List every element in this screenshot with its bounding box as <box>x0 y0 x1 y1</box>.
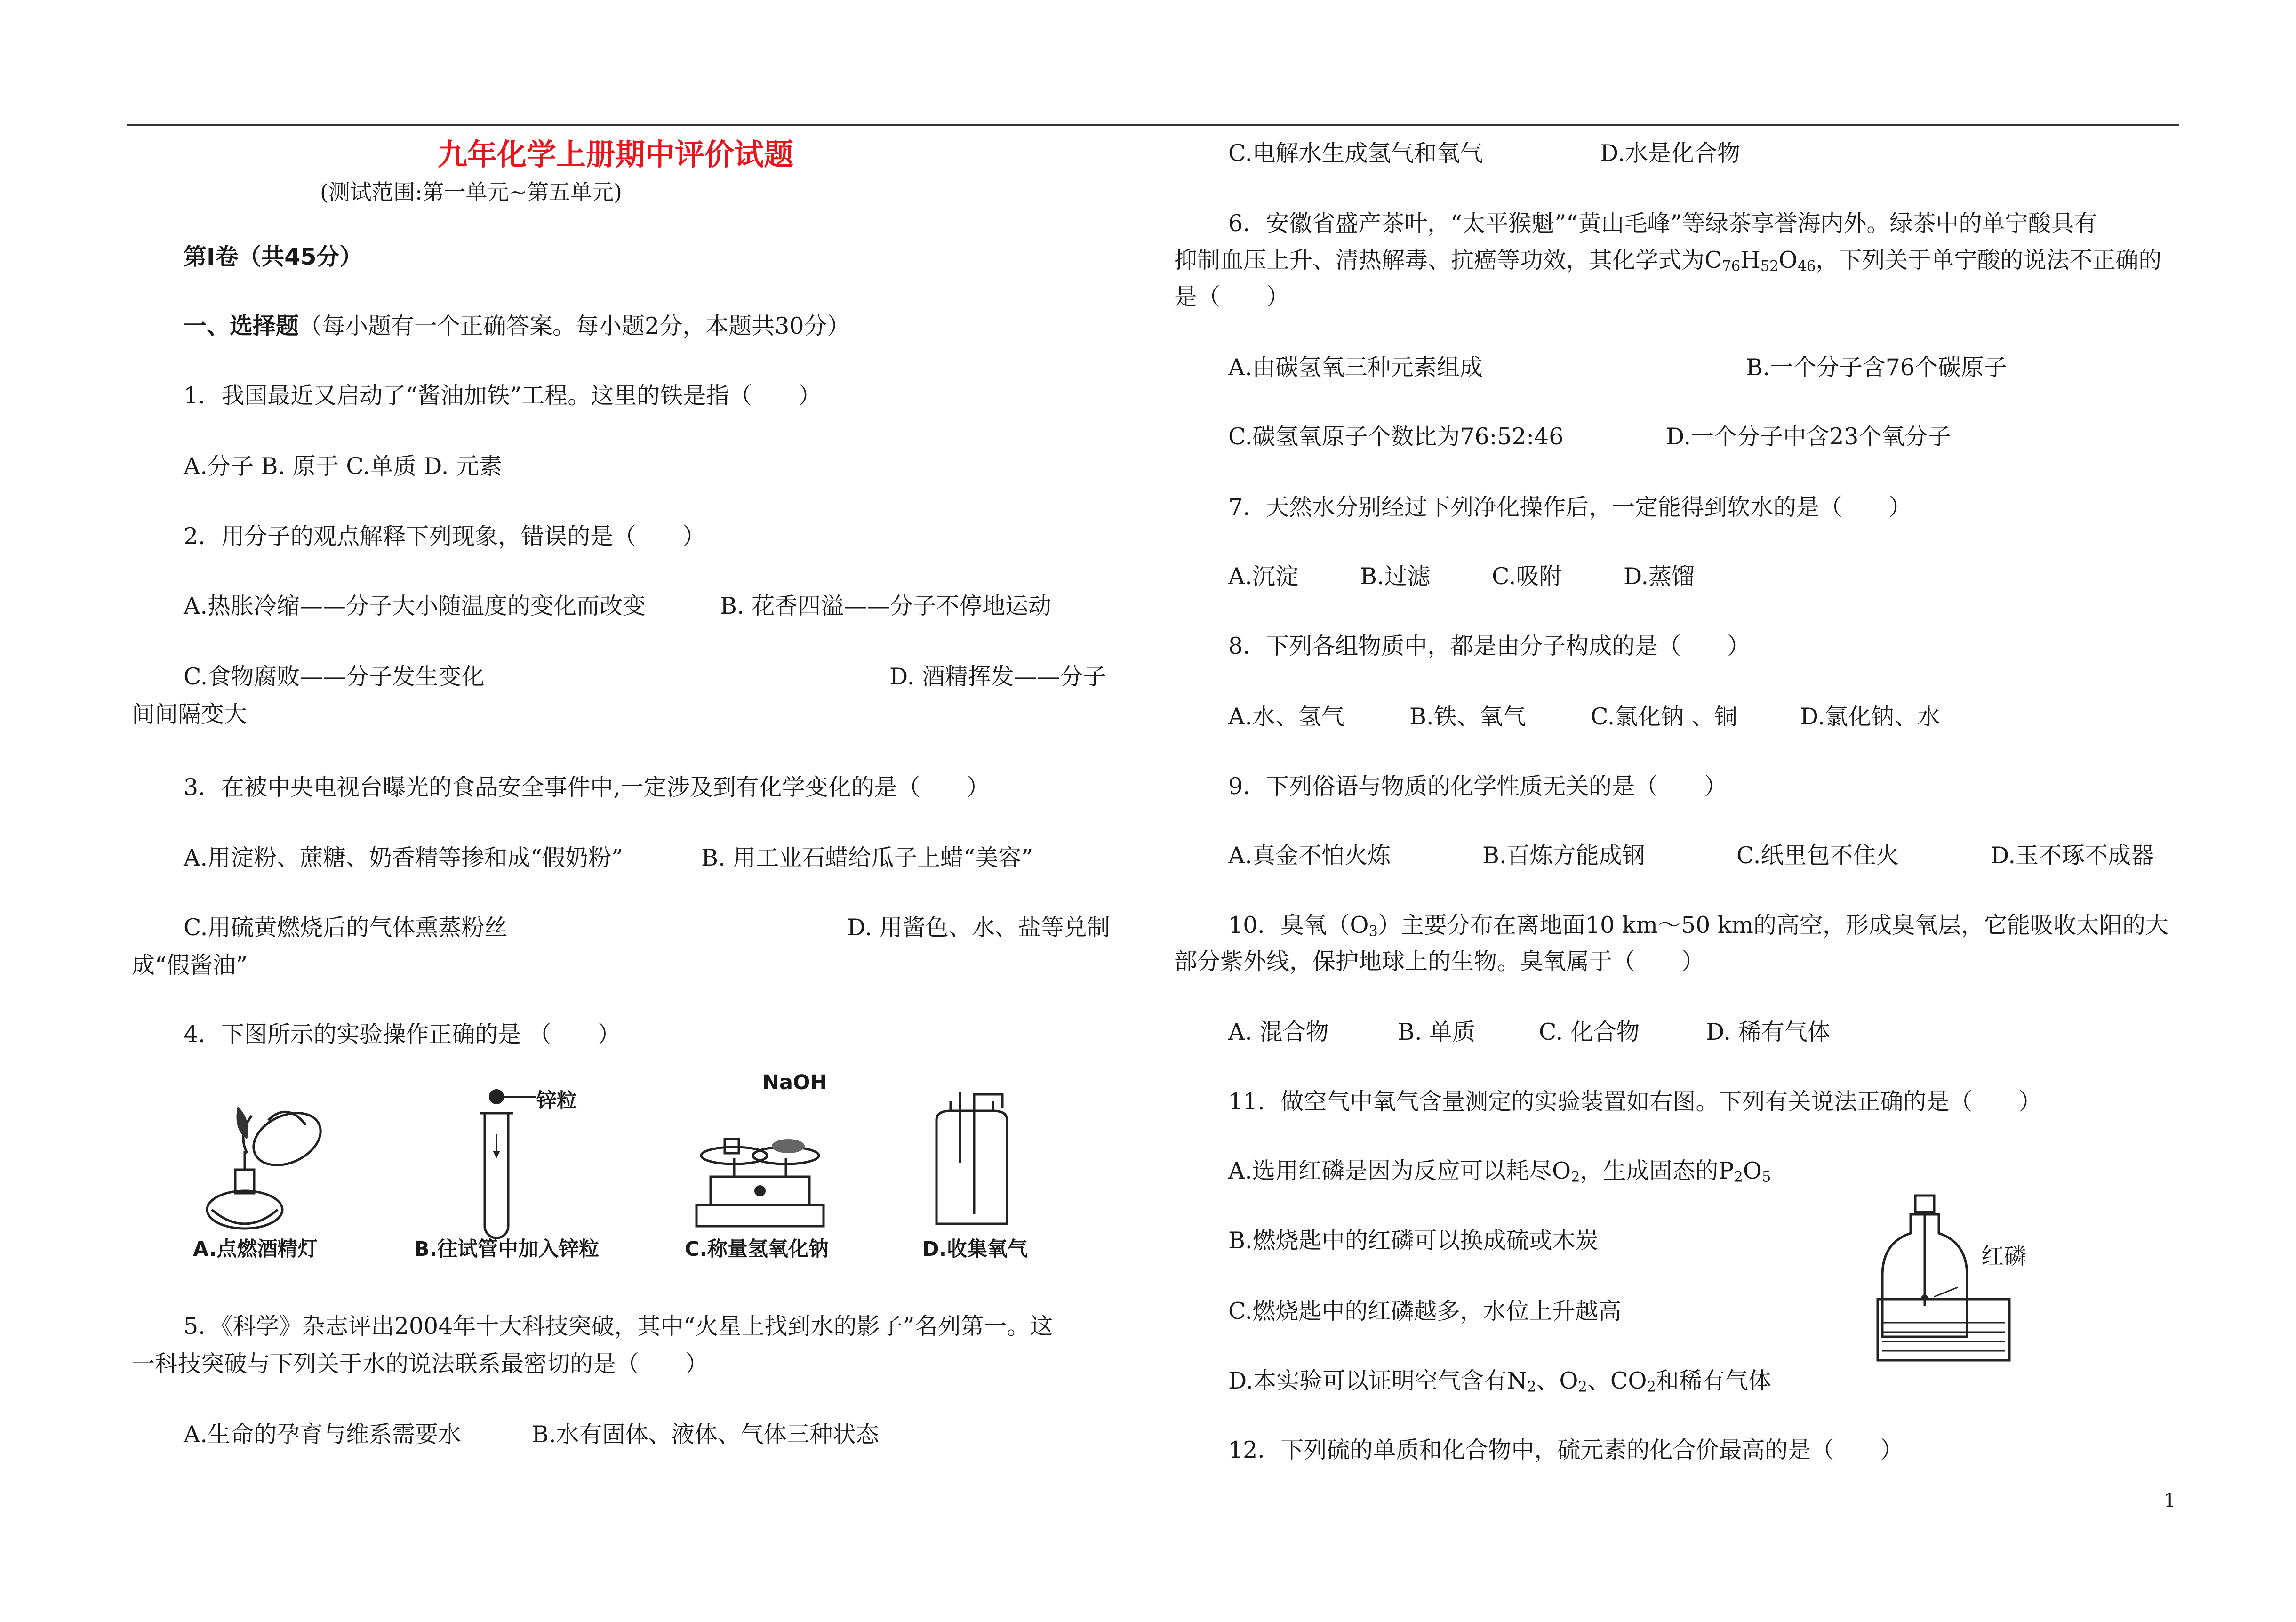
q10-line1: 10．臭氧$(O_3)$主要分布在离地面10 km～50 km的高空，形成臭氧层，它能吸收太阳的大 <box>1228 912 2169 940</box>
figure-alcohol-lamp <box>193 1087 334 1243</box>
q6-line2: 抑制血压上升、清热解毒、抗癌等功效，其化学式为$C_{76}H_{52}O_{46}$，下列关于单宁酸的说法不正确的 <box>1174 247 2162 275</box>
q7-option-c: C.吸附 <box>1492 563 1562 590</box>
q9-option-a: A.真金不怕火炼 <box>1228 842 1391 869</box>
q11-option-d: D.本实验可以证明空气含有$N_2$、$O_2$、$CO_2$和稀有气体 <box>1228 1367 1771 1396</box>
q2-option-c: C.食物腐败——分子发生变化 <box>184 663 485 690</box>
q6-option-d: D.一个分子中含23个氧分子 <box>1666 423 1951 450</box>
q10-option-c: C. 化合物 <box>1539 1019 1640 1045</box>
q11-option-a: A.选用红磷是因为反应可以耗尽$O_2$，生成固态的$P_2O_5$ <box>1228 1157 1771 1186</box>
q5-option-b: B.水有固体、液体、气体三种状态 <box>532 1421 879 1448</box>
q8-option-b: B.铁、氧气 <box>1409 703 1526 730</box>
q12-stem: 12．下列硫的单质和化合物中，硫元素的化合价最高的是（ ） <box>1228 1437 1904 1463</box>
q5-option-d: D.水是化合物 <box>1600 140 1741 167</box>
page-subtitle: (测试范围:第一单元~第五单元) <box>320 179 622 205</box>
q7-stem: 7．天然水分别经过下列净化操作后，一定能得到软水的是（ ） <box>1228 494 1912 521</box>
q10-line2: 部分紫外线，保护地球上的生物。臭氧属于（ ） <box>1174 948 1705 975</box>
q6-option-b: B.一个分子含76个碳原子 <box>1746 354 2007 381</box>
q5-line1: 5．《科学》杂志评出2004年十大科技突破，其中“火星上找到水的影子”名列第一。这 <box>184 1313 1053 1340</box>
page-number: 1 <box>2164 1490 2176 1511</box>
q2-option-a: A.热胀冷缩——分子大小随温度的变化而改变 <box>184 593 646 619</box>
zinc-label: 锌粒 <box>536 1089 577 1113</box>
q7-option-b: B.过滤 <box>1360 563 1431 590</box>
q7-option-d: D.蒸馏 <box>1624 563 1695 590</box>
q2-option-d-cont: 间间隔变大 <box>132 701 248 728</box>
q11-option-b: B.燃烧匙中的红磷可以换成硫或木炭 <box>1228 1227 1599 1254</box>
header-rule <box>127 124 2179 126</box>
q6-line1: 6．安徽省盛产茶叶，“太平猴魁”“黄山毛峰”等绿茶享誉海内外。绿茶中的单宁酸具有 <box>1228 210 2097 237</box>
q4-caption-a: A.点燃酒精灯 <box>193 1237 318 1261</box>
q2-option-b: B. 花香四溢——分子不停地运动 <box>720 593 1052 619</box>
q11-option-c: C.燃烧匙中的红磷越多，水位上升越高 <box>1228 1298 1622 1325</box>
q4-stem: 4．下图所示的实验操作正确的是 （ ） <box>184 1021 621 1048</box>
q5-option-c: C.电解水生成氢气和氧气 <box>1228 140 1483 167</box>
q7-option-a: A.沉淀 <box>1228 563 1298 590</box>
q3-stem: 3．在被中央电视台曝光的食品安全事件中,一定涉及到有化学变化的是（ ） <box>184 774 990 801</box>
q8-stem: 8．下列各组物质中，都是由分子构成的是（ ） <box>1228 633 1751 659</box>
q10-option-d: D. 稀有气体 <box>1706 1019 1831 1045</box>
q8-option-c: C.氯化钠 、铜 <box>1591 703 1737 730</box>
part-heading: 第Ⅰ卷（共45分） <box>184 243 363 270</box>
figure-oxygen-apparatus <box>1873 1186 2027 1370</box>
q8-option-d: D.氯化钠、水 <box>1800 703 1941 730</box>
q6-option-a: A.由碳氢氧三种元素组成 <box>1228 354 1483 381</box>
q11-stem: 11．做空气中氧气含量测定的实验装置如右图。下列有关说法正确的是（ ） <box>1228 1088 2042 1115</box>
page-title: 九年化学上册期中评价试题 <box>438 137 793 172</box>
section-heading: 一、选择题（每小题有一个正确答案。每小题2分，本题共30分） <box>184 313 850 339</box>
q3-option-d-cont: 成“假酱油” <box>132 952 248 979</box>
q4-caption-c: C.称量氢氧化钠 <box>685 1237 829 1261</box>
red-phosphorus-label: 红磷 <box>1981 1243 2027 1269</box>
naoh-label: NaOH <box>762 1071 827 1094</box>
q4-caption-b: B.往试管中加入锌粒 <box>414 1237 600 1261</box>
q9-option-d: D.玉不琢不成器 <box>1991 842 2154 869</box>
q3-option-b: B. 用工业石蜡给瓜子上蜡“美容” <box>701 844 1033 871</box>
q9-option-c: C.纸里包不住火 <box>1736 842 1899 869</box>
q8-option-a: A.水、氢气 <box>1228 703 1344 730</box>
q9-option-b: B.百炼方能成钢 <box>1482 842 1645 869</box>
q5-option-a: A.生命的孕育与维系需要水 <box>184 1421 461 1448</box>
q1-options: A.分子 B. 原于 C.单质 D. 元素 <box>184 453 502 480</box>
q6-line3: 是（ ） <box>1174 283 1290 310</box>
q3-option-a: A.用淀粉、蔗糖、奶香精等掺和成“假奶粉” <box>184 844 624 871</box>
q2-option-d: D. 酒精挥发——分子 <box>889 663 1106 690</box>
q3-option-d: D. 用酱色、水、盐等兑制 <box>847 914 1110 941</box>
q6-option-c: C.碳氢氧原子个数比为76:52:46 <box>1228 423 1564 450</box>
q3-option-c: C.用硫黄燃烧后的气体熏蒸粉丝 <box>184 914 508 941</box>
q10-option-a: A. 混合物 <box>1228 1019 1329 1045</box>
q2-stem: 2．用分子的观点解释下列现象，错误的是（ ） <box>184 523 706 550</box>
q4-caption-d: D.收集氧气 <box>922 1237 1028 1261</box>
q9-stem: 9．下列俗语与物质的化学性质无关的是（ ） <box>1228 773 1728 800</box>
figure-gas-bottle <box>922 1092 1031 1233</box>
q5-line2: 一科技突破与下列关于水的说法联系最密切的是（ ） <box>132 1350 709 1377</box>
q10-option-b: B. 单质 <box>1398 1019 1476 1045</box>
figure-balance <box>682 1097 842 1233</box>
q1-stem: 1．我国最近又启动了“酱油加铁”工程。这里的铁是指（ ） <box>184 382 822 409</box>
